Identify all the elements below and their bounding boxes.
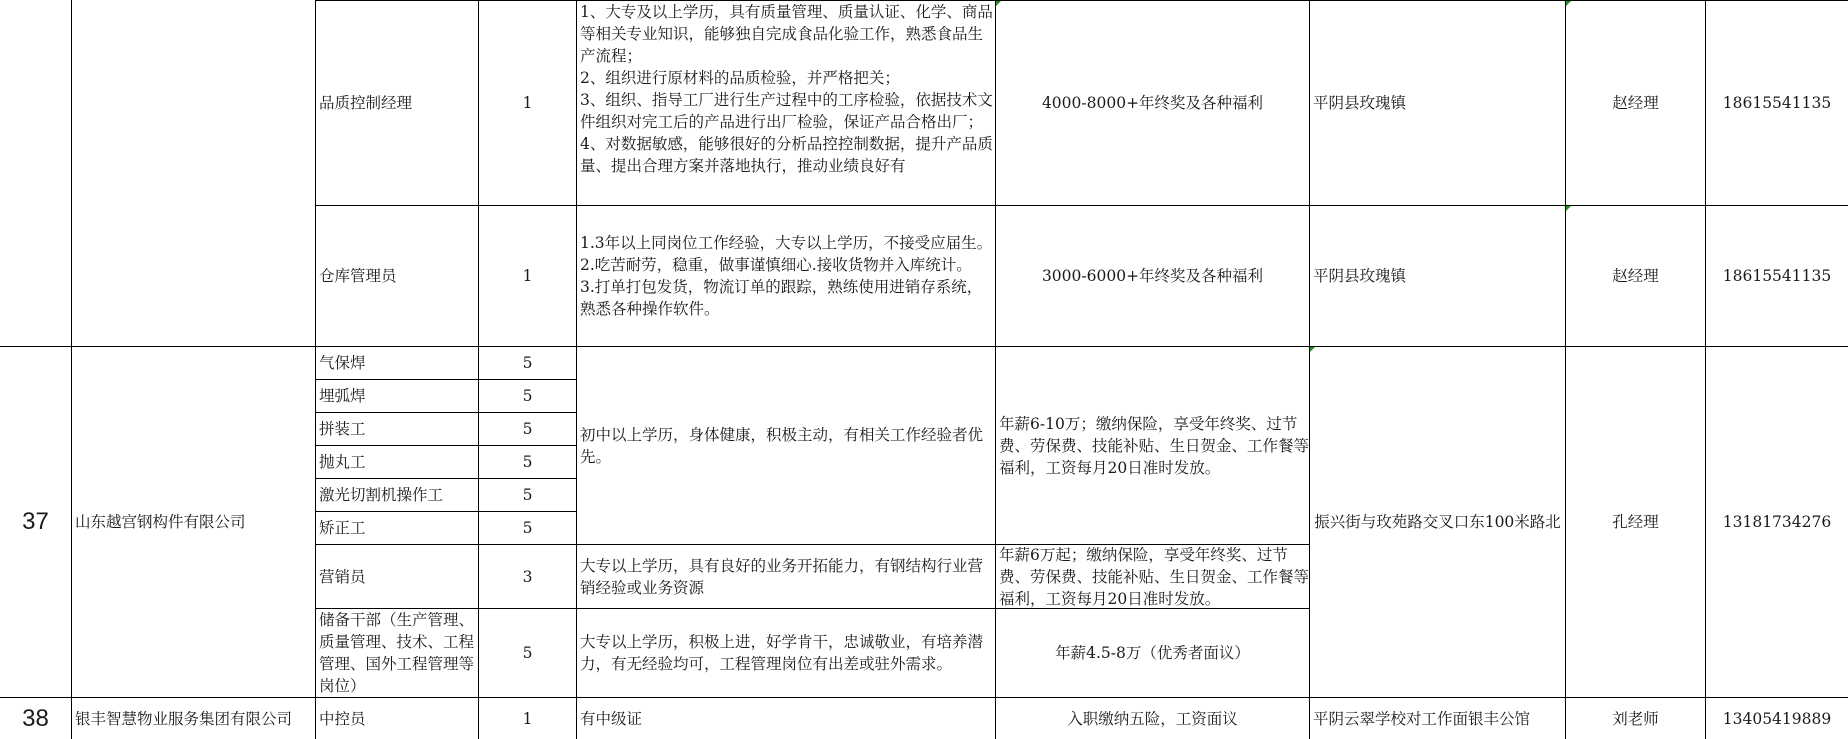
grid-line-h [315, 478, 576, 479]
row-index-38: 38 [22, 704, 49, 732]
requirements-38: 有中级证 [580, 709, 643, 728]
job-requirements-warehouse-keeper: 1.3年以上同岗位工作经验，大专以上学历，不接受应届生。 2.吃苦耐劳，稳重，做事谨慎细心.接收货物并入库统计。 3.打单打包发货，物流订单的跟踪，熟练使用进销存系统，熟悉各种操作软件。 [580, 233, 993, 318]
salary-group1: 年薪6-10万；缴纳保险，享受年终奖、过节费、劳保费、技能补贴、生日贺金、工作餐等福利，工资每月20日准时发放。 [999, 414, 1309, 477]
salary-sales: 年薪6万起；缴纳保险，享受年终奖、过节费、劳保费、技能补贴、生日贺金、工作餐等福利，工资每月20日准时发放。 [999, 545, 1309, 608]
contact-37: 孔经理 [1612, 512, 1659, 531]
job-salary-quality-manager: 4000-8000+年终奖及各种福利 [1041, 93, 1264, 112]
cell-marker [1310, 347, 1315, 352]
job-title-quality-manager: 品质控制经理 [319, 93, 413, 112]
grid-line-v [995, 0, 996, 739]
job-count-straightener: 5 [522, 519, 533, 537]
grid-line-v [71, 0, 72, 739]
location-37: 振兴街与玫苑路交叉口东100米路北 [1314, 512, 1561, 531]
job-count-reserve-cadre: 5 [522, 643, 533, 662]
job-title-shot-blaster: 抛丸工 [319, 453, 366, 471]
grid-line-h [315, 0, 1848, 1]
cell-marker [996, 1, 1001, 6]
job-count-assembler: 5 [522, 420, 533, 438]
grid-line-h [315, 379, 576, 380]
job-count-shot-blaster: 5 [522, 453, 533, 471]
requirements-reserve-cadre: 大专以上学历，积极上进，好学肯干，忠诚敬业，有培养潜力，有无经验均可，工程管理岗位有出差或驻外需求。 [580, 632, 984, 673]
job-phone-warehouse-keeper: 18615541135 [1722, 266, 1832, 285]
grid-line-h [315, 445, 576, 446]
grid-line-h [315, 511, 576, 512]
job-location-quality-manager: 平阴县玫瑰镇 [1313, 93, 1407, 112]
grid-line-h [315, 544, 1309, 545]
salary-reserve-cadre: 年薪4.5-8万（优秀者面议） [1055, 643, 1250, 662]
grid-line-v [576, 0, 577, 739]
job-title-gas-welder: 气保焊 [319, 354, 366, 372]
contact-38: 刘老师 [1612, 709, 1659, 728]
grid-line-h [0, 697, 1848, 698]
job-title-sales: 营销员 [319, 567, 366, 586]
job-contact-warehouse-keeper: 赵经理 [1612, 266, 1659, 285]
job-count-laser-operator: 5 [522, 486, 533, 504]
job-title-reserve-cadre: 储备干部（生产管理、质量管理、技术、工程管理、国外工程管理等岗位） [319, 610, 475, 695]
job-title-control-operator: 中控员 [319, 709, 366, 728]
grid-line-v [1309, 0, 1310, 739]
grid-line-v [478, 0, 479, 739]
company-name-38: 银丰智慧物业服务集团有限公司 [75, 709, 293, 728]
requirements-group1: 初中以上学历，身体健康，积极主动，有相关工作经验者优先。 [580, 425, 984, 466]
grid-line-v [1565, 0, 1566, 739]
job-title-warehouse-keeper: 仓库管理员 [319, 266, 397, 285]
company-name-37: 山东越宫钢构件有限公司 [75, 512, 246, 531]
job-title-arc-welder: 埋弧焊 [319, 387, 366, 405]
job-title-straightener: 矫正工 [319, 519, 366, 537]
job-title-laser-operator: 激光切割机操作工 [319, 486, 444, 504]
job-count-warehouse-keeper: 1 [522, 266, 533, 285]
salary-38: 入职缴纳五险，工资面议 [1067, 709, 1238, 728]
location-38: 平阴云翠学校对工作面银丰公馆 [1313, 709, 1531, 728]
job-count-quality-manager: 1 [522, 93, 533, 112]
grid-line-h [315, 205, 1848, 206]
grid-line-h [315, 608, 1309, 609]
job-contact-quality-manager: 赵经理 [1612, 93, 1659, 112]
row-index-37: 37 [22, 507, 49, 535]
grid-line-h [0, 346, 1848, 347]
job-count-sales: 3 [522, 567, 533, 586]
requirements-sales: 大专以上学历，具有良好的业务开拓能力，有钢结构行业营销经验或业务资源 [580, 556, 984, 597]
cell-marker [1566, 1, 1571, 6]
phone-37: 13181734276 [1722, 512, 1832, 531]
job-title-assembler: 拼装工 [319, 420, 366, 438]
grid-line-h [315, 412, 576, 413]
grid-line-v [1705, 0, 1706, 739]
job-requirements-quality-manager: 1、大专及以上学历，具有质量管理、质量认证、化学、商品等相关专业知识，能够独自完成食品化验工作，熟悉食品生产流程； 2、组织进行原材料的品质检验，并严格把关； 3、组织、指导工厂进行生产过程中的工序检验，依据技术文件组织对完工后的产品进行出厂检验，保证产品合格出厂； 4、对数据敏感，能够很好的分析品控控制数据，提升产品质量、提出合理方案并落地执行，推动业绩良好有 [580, 3, 993, 175]
job-phone-quality-manager: 18615541135 [1722, 93, 1832, 112]
job-location-warehouse-keeper: 平阴县玫瑰镇 [1313, 266, 1407, 285]
job-salary-warehouse-keeper: 3000-6000+年终奖及各种福利 [1041, 266, 1264, 285]
job-count-arc-welder: 5 [522, 387, 533, 405]
phone-38: 13405419889 [1722, 709, 1832, 728]
grid-line-v [315, 0, 316, 739]
job-count-control-operator: 1 [522, 709, 533, 728]
cell-marker [1566, 206, 1571, 211]
job-count-gas-welder: 5 [522, 354, 533, 372]
